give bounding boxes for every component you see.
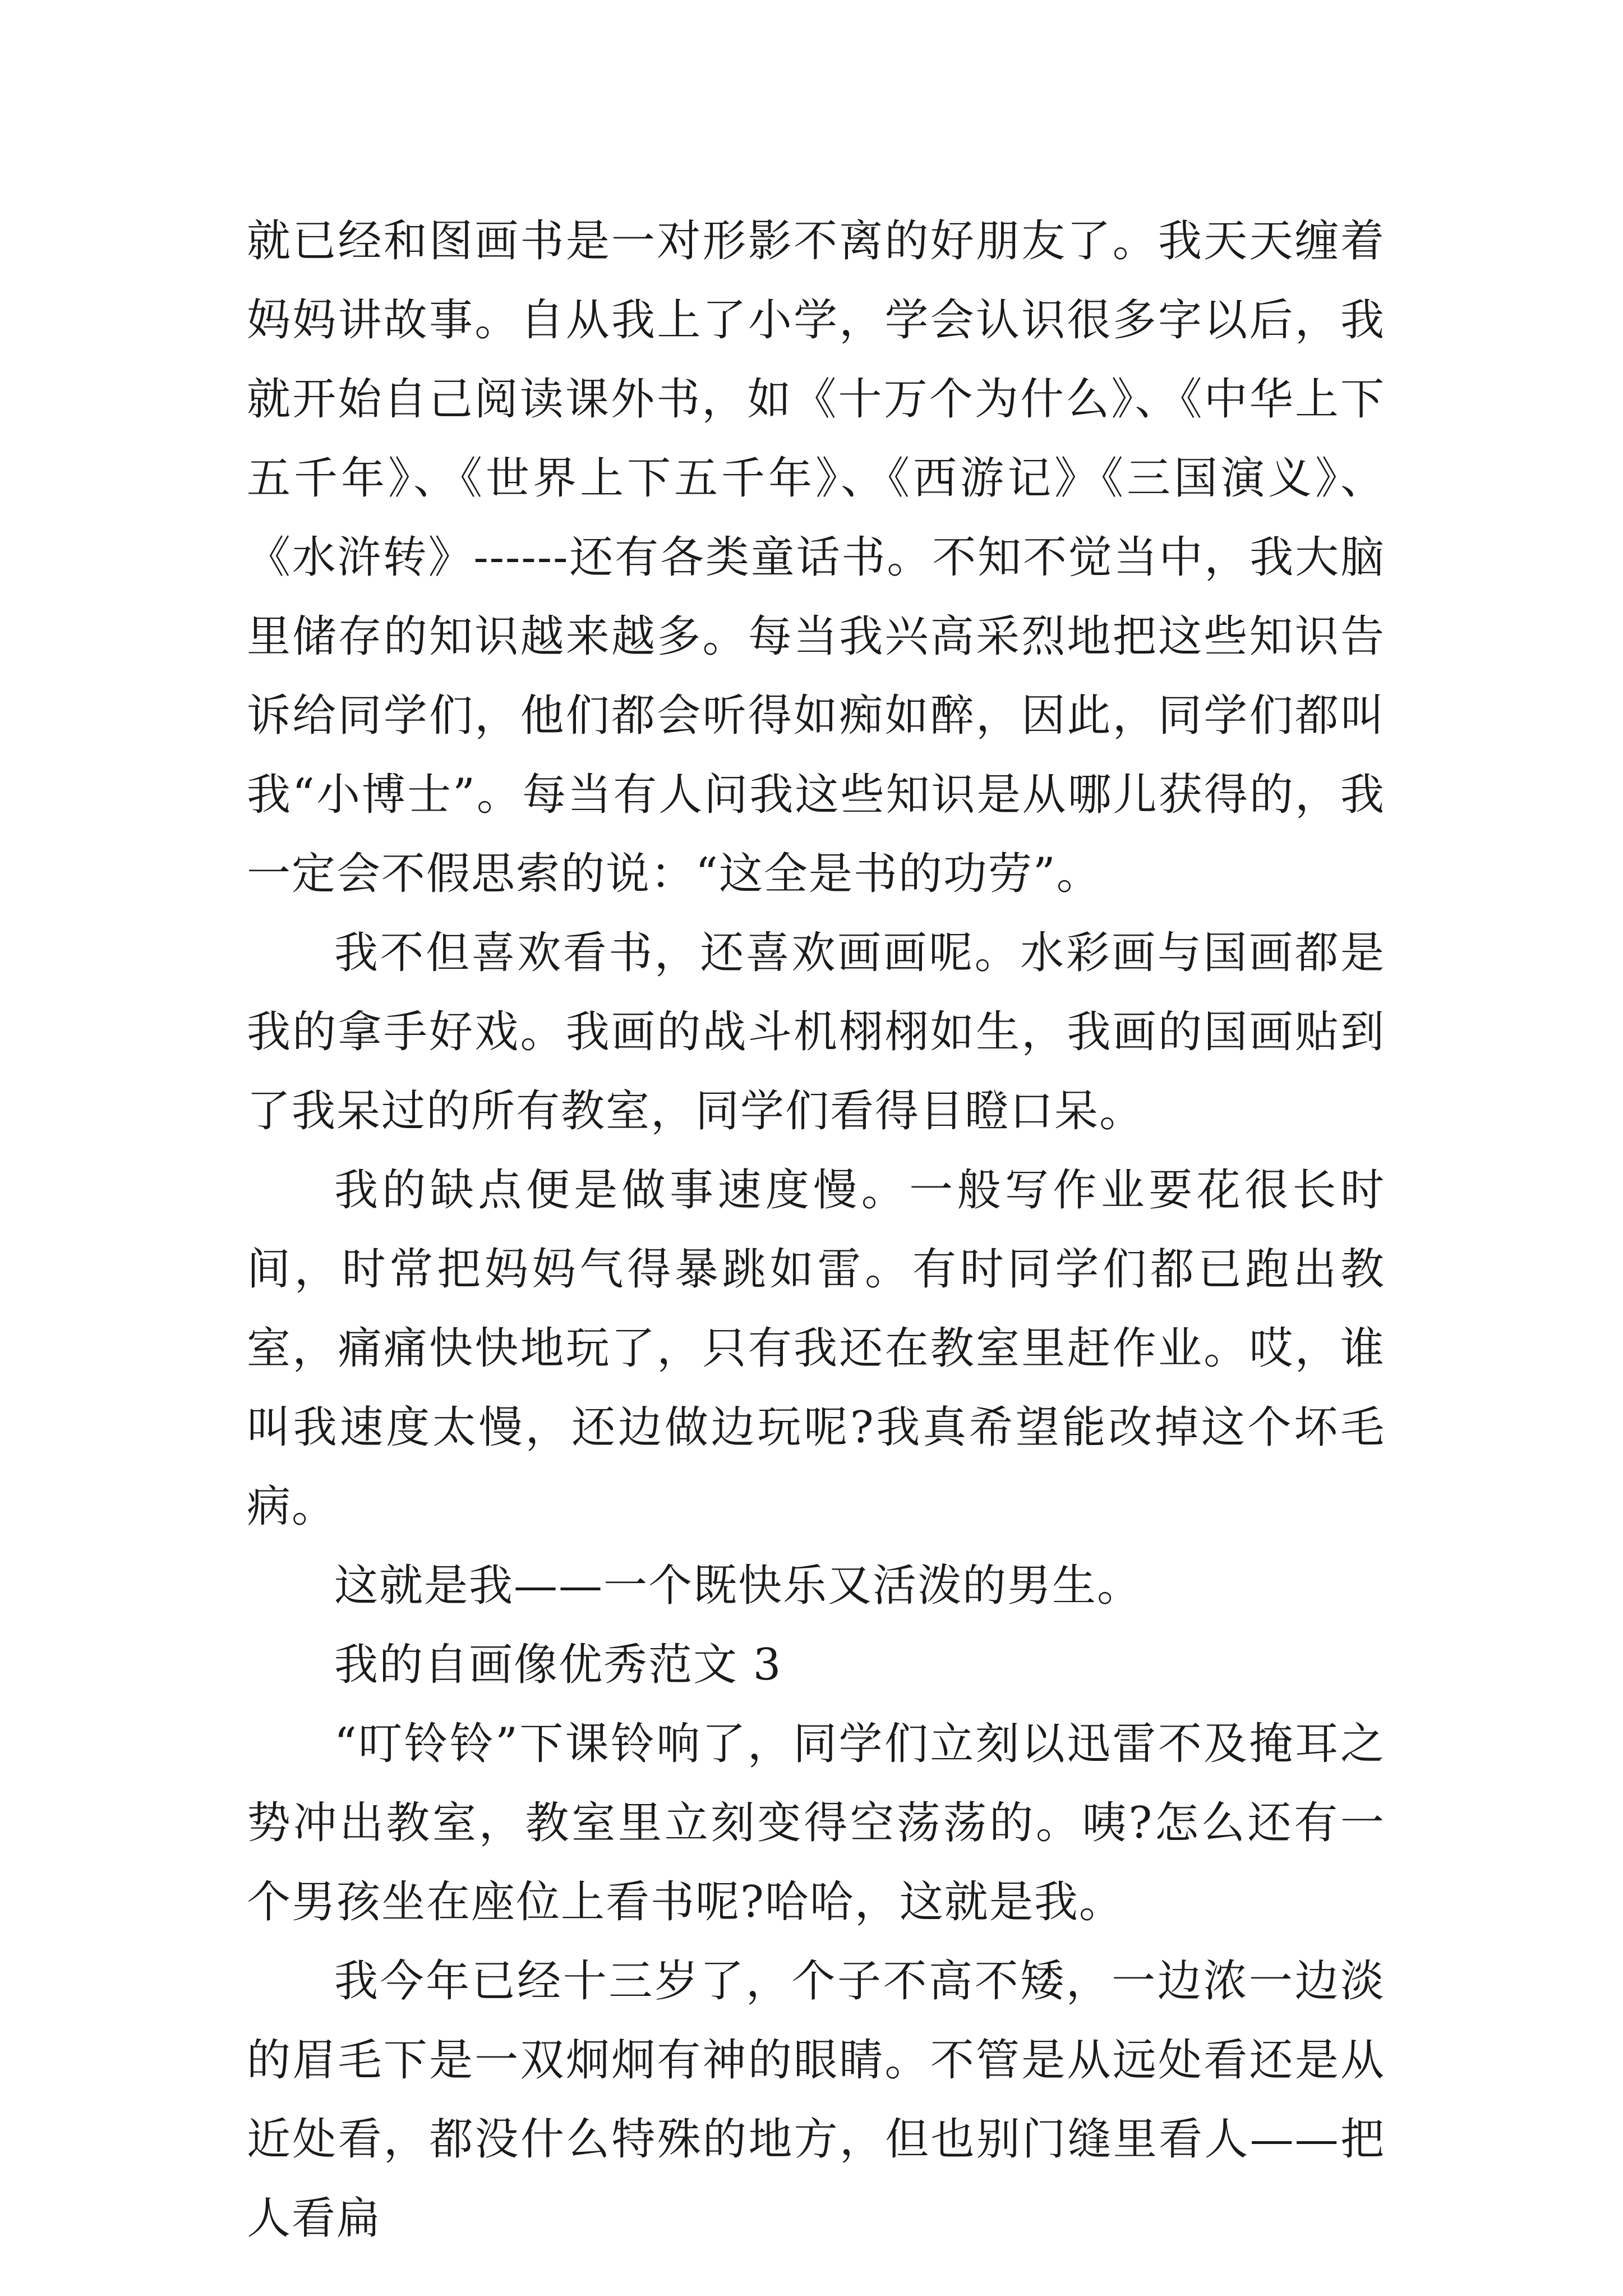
paragraph-appearance: 我今年已经十三岁了，个子不高不矮，一边浓一边淡的眉毛下是一双炯炯有神的眼睛。不管是从远处看还是从近处看，都没什么特殊的地方，但也别门缝里看人——把人看扁 — [247, 1956, 1385, 2244]
paragraph-reading-books: 就已经和图画书是一对形影不离的好朋友了。我天天缠着妈妈讲故事。自从我上了小学，学会认识很多字以后，我就开始自己阅读课外书，如《十万个为什么》、《中华上下五千年》、《世界上下五千年》、《西游记》《三国演义》、《水浒转》------还有各类童话书。不知不觉当中，我大脑里储存的知识越来越多。每当我兴高采烈地把这些知识告诉给同学们，他们都会听得如痴如醉，因此，同学们都叫我“小博士”。每当有人问我这些知识是从哪儿获得的，我一定会不假思索的说：“这全是书的功劳”。 — [247, 216, 1385, 899]
paragraph-bell: “叮铃铃”下课铃响了，同学们立刻以迅雷不及掩耳之势冲出教室，教室里立刻变得空荡荡的。咦?怎么还有一个男孩坐在座位上看书呢?哈哈，这就是我。 — [247, 1719, 1385, 1927]
section-heading: 我的自画像优秀范文 3 — [334, 1640, 782, 1690]
document-page — [247, 202, 1385, 2258]
paragraph-conclusion: 这就是我——一个既快乐又活泼的男生。 — [334, 1561, 1142, 1611]
paragraph-weakness: 我的缺点便是做事速度慢。一般写作业要花很长时间，时常把妈妈气得暴跳如雷。有时同学们都已跑出教室，痛痛快快地玩了，只有我还在教室里赶作业。哎，谁叫我速度太慢，还边做边玩呢?我真希望能改掉这个坏毛病。 — [247, 1165, 1385, 1532]
paragraph-painting: 我不但喜欢看书，还喜欢画画呢。水彩画与国画都是我的拿手好戏。我画的战斗机栩栩如生，我画的国画贴到了我呆过的所有教室，同学们看得目瞪口呆。 — [247, 928, 1385, 1137]
